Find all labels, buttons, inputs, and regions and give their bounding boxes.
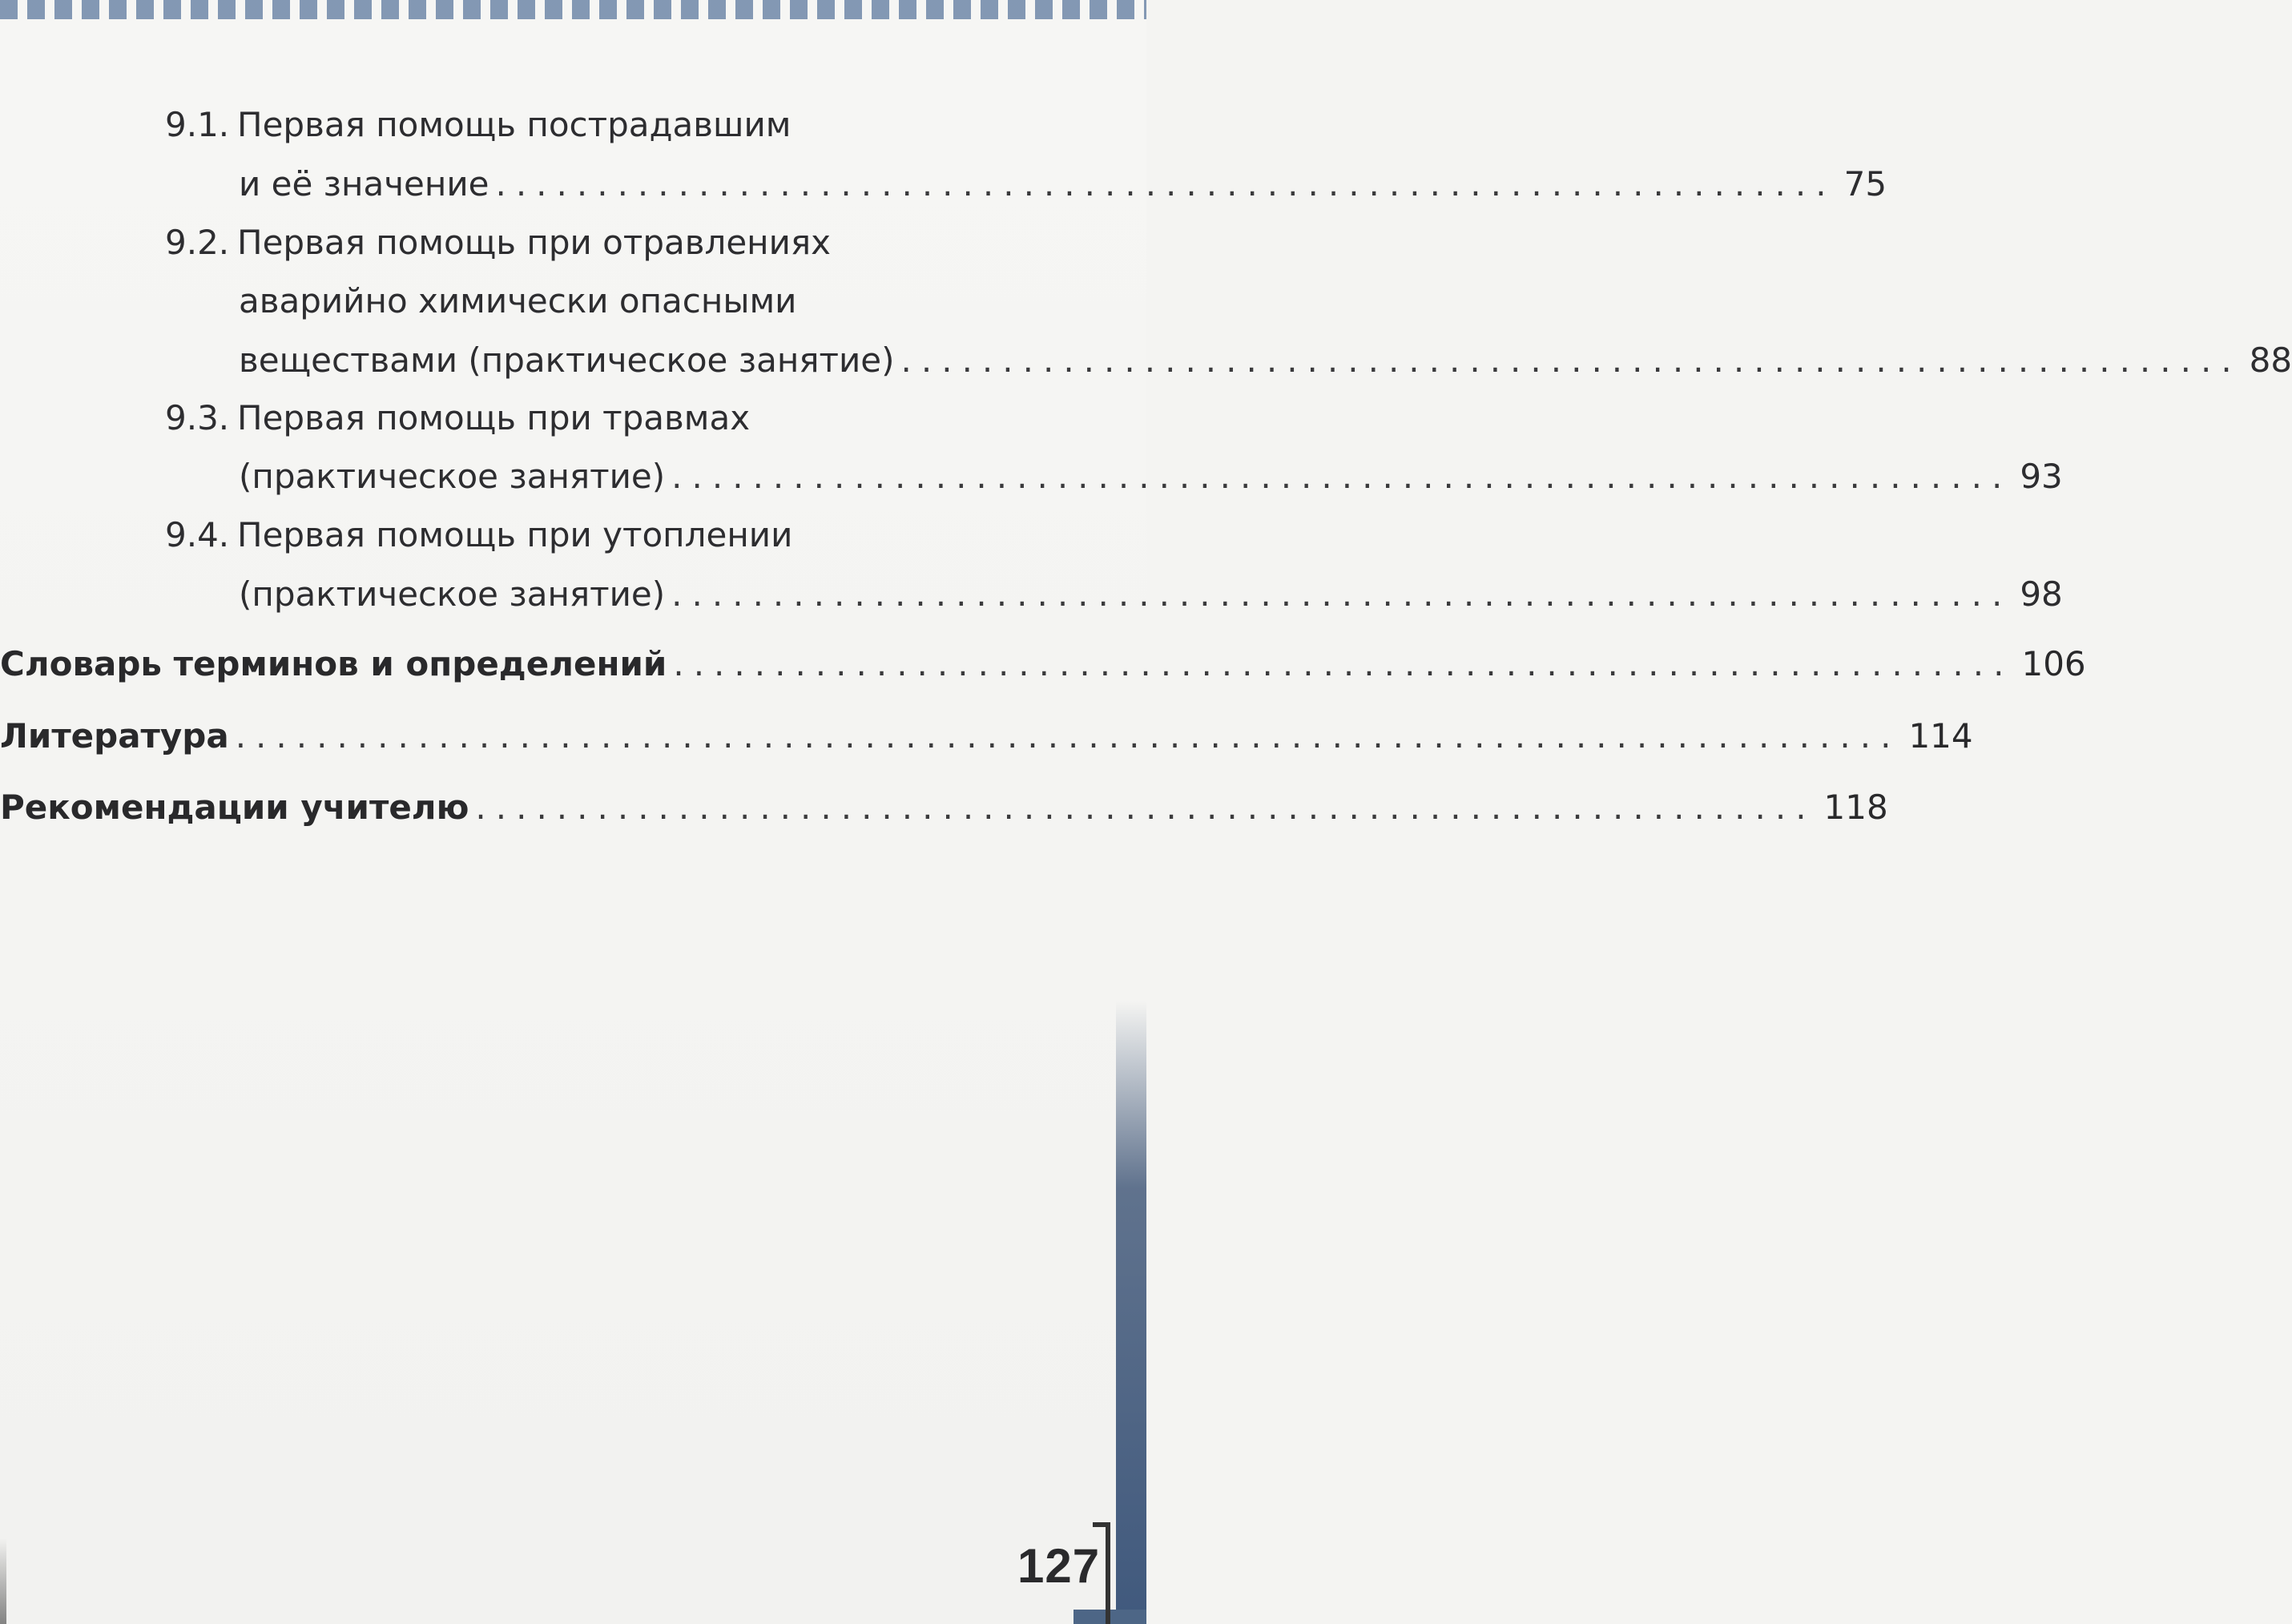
toc-entry-text: (практическое занятие)	[239, 457, 666, 496]
toc-page-number: 75	[1843, 164, 1887, 204]
toc-entry-9-4-line-1	[165, 513, 1046, 558]
toc-entry-text: веществами (практическое занятие)	[239, 341, 895, 380]
toc-entry-text: и её значение	[239, 164, 489, 204]
toc-entry-text: (практическое занятие)	[239, 574, 666, 614]
toc-leader-dots: ..................................................................	[671, 574, 2012, 614]
toc-entry-9-2-line-1	[165, 220, 1046, 265]
toc-entry-number: 9.2.	[165, 223, 230, 262]
toc-main-title: Литература	[0, 716, 229, 756]
toc-entry-number: 9.1.	[165, 105, 230, 144]
toc-entry-9-2-line-3	[239, 338, 2292, 383]
toc-page-number: 106	[2021, 644, 2086, 683]
toc-entry-text: Первая помощь при отравлениях	[237, 223, 832, 262]
toc-leader-dots: ..................................................................	[495, 164, 1836, 204]
toc-leader-dots: ..................................................................................	[235, 716, 1901, 756]
toc-main-glossary	[0, 642, 2086, 687]
toc-main-literature	[0, 714, 1973, 759]
page-number-box	[1017, 1522, 1110, 1599]
right-edge-shade	[1116, 1001, 1146, 1624]
page-number: 127	[1017, 1539, 1101, 1593]
toc-entry-text: Первая помощь при травмах	[237, 398, 751, 437]
toc-page-number: 93	[2020, 457, 2063, 496]
toc-entry-9-1-line-1	[165, 103, 1046, 147]
toc-entry-9-1-line-2	[239, 162, 1887, 207]
toc-entry-9-2-line-2	[239, 279, 1049, 324]
toc-entry-9-3-line-2	[239, 454, 2063, 499]
toc-main-title: Словарь терминов и определений	[0, 644, 667, 683]
toc-main-teacher-recommendations	[0, 785, 1888, 830]
toc-entry-number: 9.3.	[165, 398, 230, 437]
toc-page-number: 98	[2020, 574, 2063, 614]
toc-page-number: 118	[1823, 788, 1888, 827]
toc-page-number: 88	[2249, 341, 2292, 380]
toc-entry-9-3-line-1	[165, 396, 1046, 441]
top-decorative-band	[0, 0, 1146, 19]
toc-entry-text: Первая помощь пострадавшим	[237, 105, 792, 144]
toc-main-title: Рекомендации учителю	[0, 788, 469, 827]
toc-page-number: 114	[1908, 716, 1973, 756]
toc-leader-dots: ..................................................................	[671, 457, 2012, 496]
toc-entry-9-4-line-2	[239, 572, 2063, 617]
toc-entry-text: аварийно химически опасными	[239, 281, 797, 320]
toc-entry-text: Первая помощь при утоплении	[237, 515, 793, 554]
toc-entry-number: 9.4.	[165, 515, 230, 554]
toc-leader-dots: ..................................................................	[673, 644, 2014, 683]
left-edge-shadow	[0, 1538, 6, 1624]
toc-leader-dots: ..................................................................	[900, 341, 2242, 380]
toc-leader-dots: ..................................................................	[475, 788, 1816, 827]
